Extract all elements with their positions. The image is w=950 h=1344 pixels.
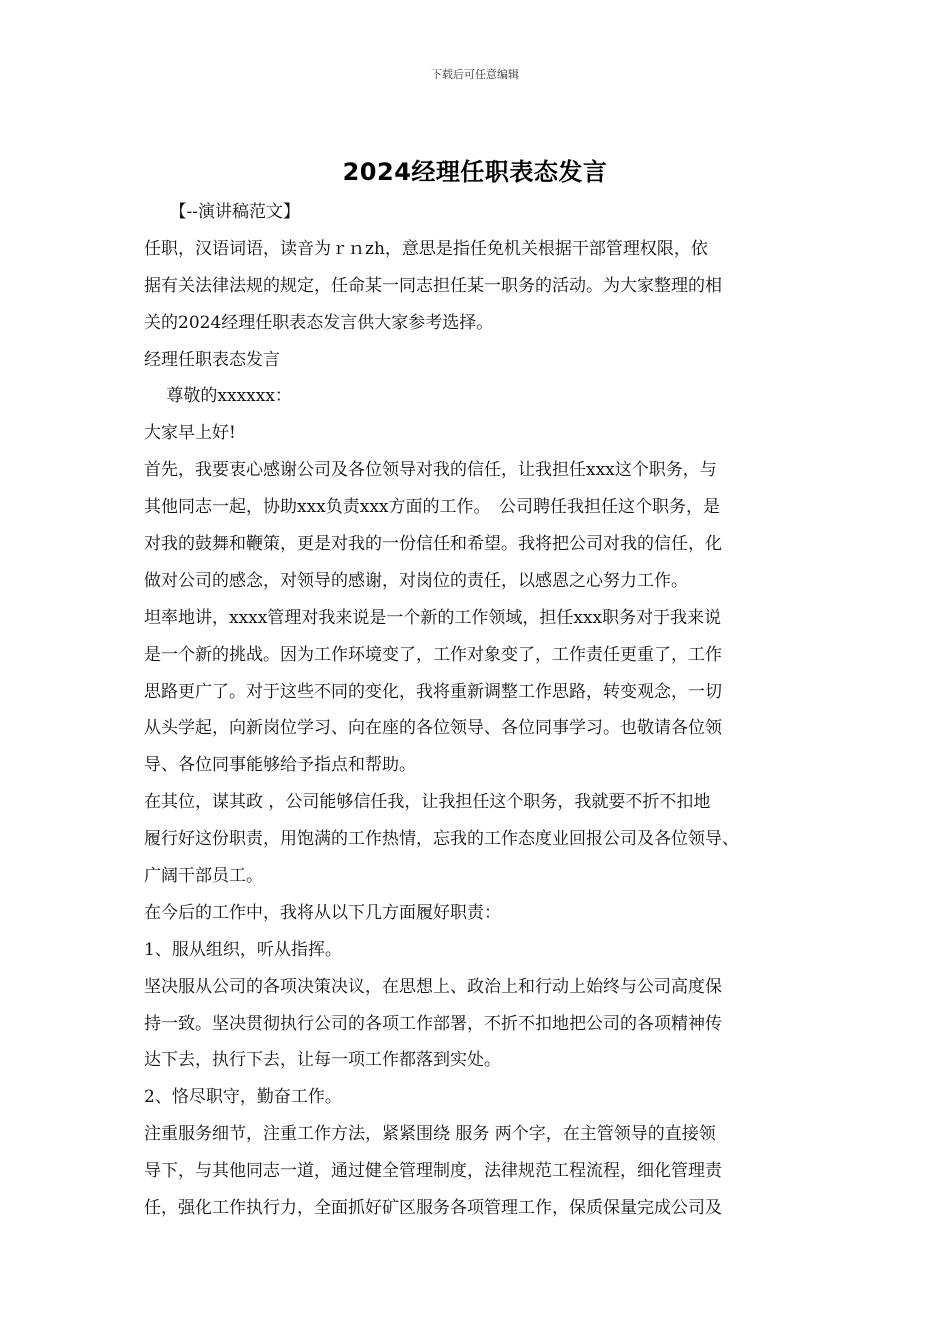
text-line: 从头学起，向新岗位学习、向在座的各位领导、各位同事学习。也敬请各位领 <box>144 718 722 739</box>
header-note: 下载后可任意编辑 <box>431 68 519 81</box>
text-line: 持一致。坚决贯彻执行公司的各项工作部署，不折不扣地把公司的各项精神传 <box>144 1013 722 1034</box>
text-line: 导、各位同事能够给予指点和帮助。 <box>144 755 416 776</box>
text-line: 尊敬的xxxxxx： <box>144 386 292 407</box>
document-title: 2024经理任职表态发言 <box>342 158 608 186</box>
text-line: 【--演讲稿范文】 <box>144 202 300 222</box>
text-line: 首先，我要衷心感谢公司及各位领导对我的信任，让我担任xxx这个职务，与 <box>144 460 717 481</box>
text-line: 关的2024经理任职表态发言供大家参考选择。 <box>144 312 494 333</box>
text-line: 注重服务细节，注重工作方法，紧紧围绕 服务 两个字，在主管领导的直接领 <box>144 1124 716 1145</box>
text-line: 据有关法律法规的规定，任命某一同志担任某一职务的活动。为大家整理的相 <box>144 275 722 296</box>
text-line: 导下，与其他同志一道，通过健全管理制度，法律规范工程流程，细化管理责 <box>144 1161 722 1182</box>
text-line: 2、恪尽职守，勤奋工作。 <box>144 1087 342 1108</box>
text-line: 1、服从组织，听从指挥。 <box>144 939 342 960</box>
text-line: 任职，汉语词语，读音为ｒｎzh，意思是指任免机关根据干部管理权限，依 <box>144 238 708 259</box>
text-line: 履行好这份职责，用饱满的工作热情，忘我的工作态度业回报公司及各位领导、 <box>144 829 739 850</box>
text-line: 广阔干部员工。 <box>144 866 263 887</box>
text-line: 达下去，执行下去，让每一项工作都落到实处。 <box>144 1050 501 1071</box>
text-line: 任，强化工作执行力，全面抓好矿区服务各项管理工作，保质保量完成公司及 <box>144 1198 722 1219</box>
text-line: 经理任职表态发言 <box>144 349 280 370</box>
text-line: 做对公司的感念，对领导的感谢，对岗位的责任，以感恩之心努力工作。 <box>144 570 688 591</box>
text-line: 大家早上好! <box>144 423 236 444</box>
text-line: 对我的鼓舞和鞭策，更是对我的一份信任和希望。我将把公司对我的信任，化 <box>144 534 722 555</box>
text-line: 坦率地讲，xxxx管理对我来说是一个新的工作领域，担任xxx职务对于我来说 <box>144 607 722 628</box>
document-body <box>144 194 816 1227</box>
text-line: 在其位，谋其政 ，公司能够信任我，让我担任这个职务，我就要不折不扣地 <box>144 792 711 813</box>
text-line: 其他同志一起，协助xxx负责xxx方面的工作。 公司聘任我担任这个职务，是 <box>144 497 721 518</box>
text-line: 思路更广了。对于这些不同的变化，我将重新调整工作思路，转变观念，一切 <box>144 681 722 702</box>
text-line: 在今后的工作中，我将从以下几方面履好职责： <box>144 902 501 923</box>
text-line: 坚决服从公司的各项决策决议，在思想上、政治上和行动上始终与公司高度保 <box>144 976 722 997</box>
text-line: 是一个新的挑战。因为工作环境变了，工作对象变了，工作责任更重了，工作 <box>144 644 722 665</box>
